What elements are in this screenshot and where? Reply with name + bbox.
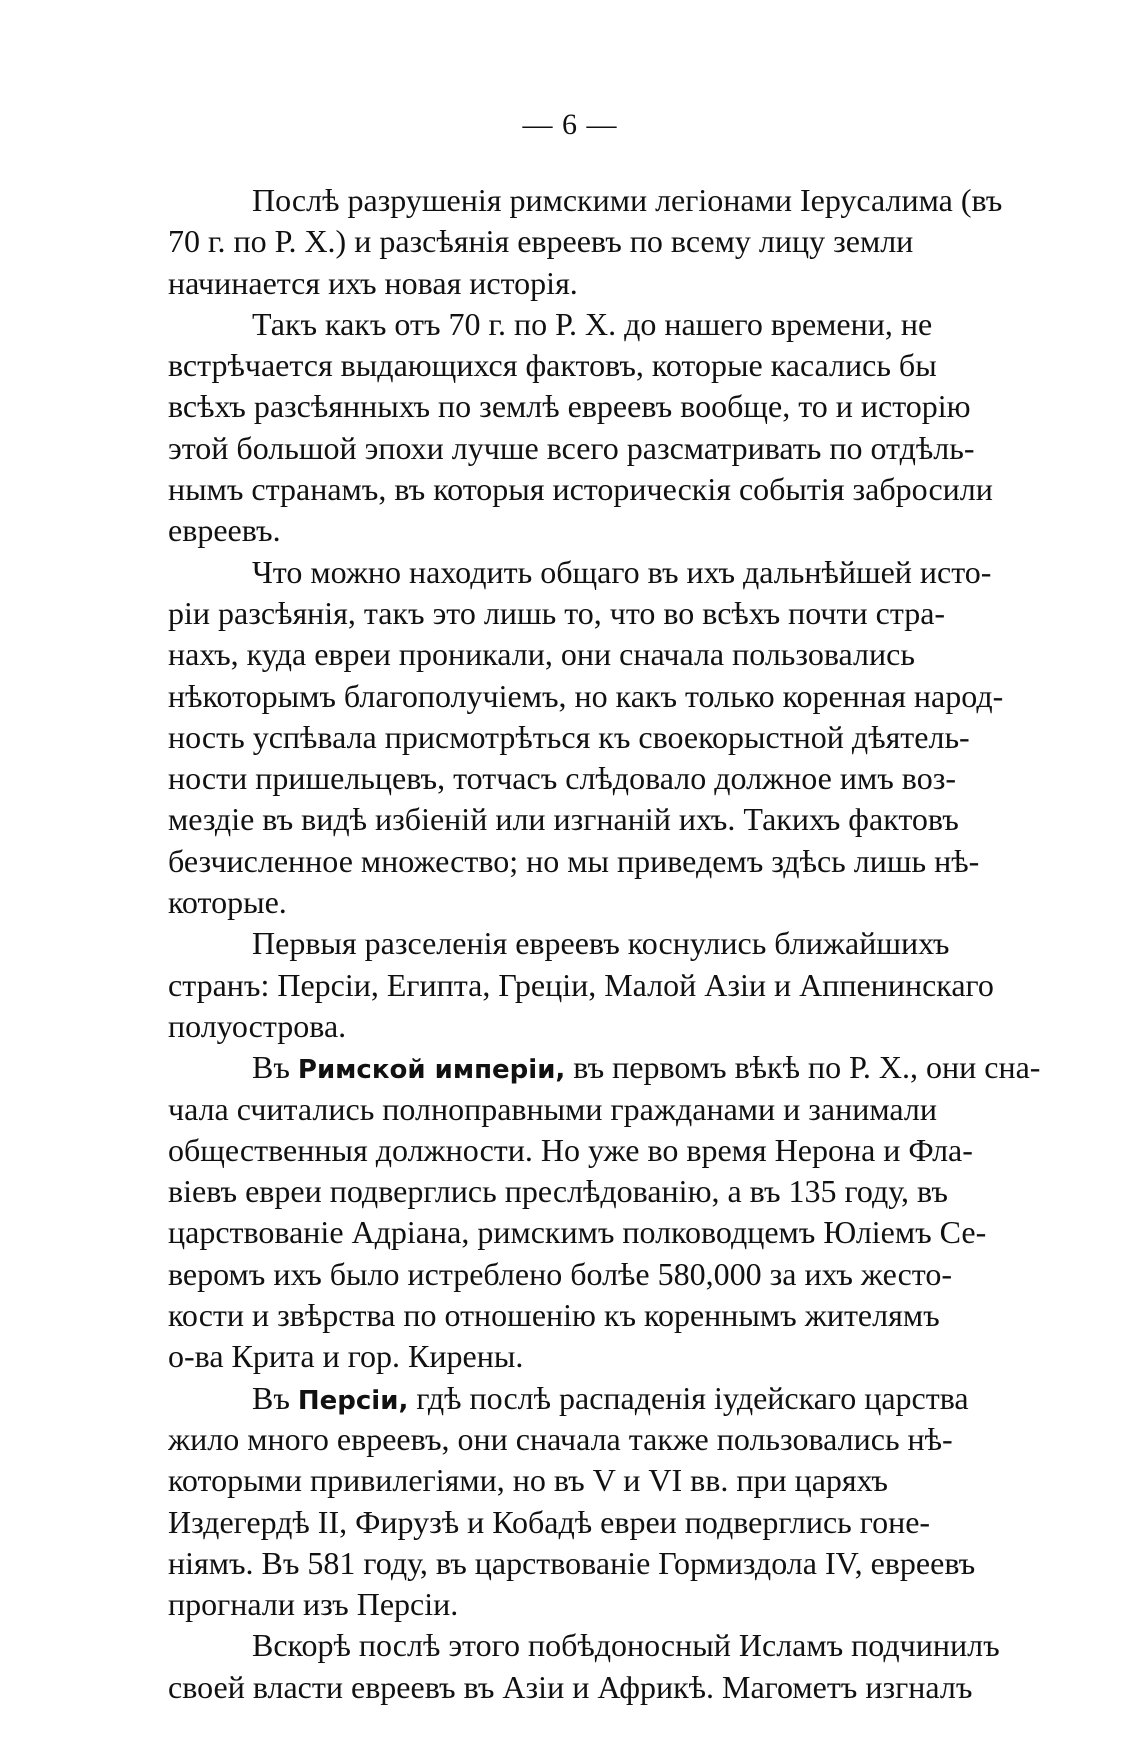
text-line: ріи разсѣянія, такъ это лишь то, что во всѣхъ почти стра- <box>168 594 946 631</box>
text-line: прогнали изъ Персіи. <box>168 1586 459 1623</box>
text-line: общественныя должности. Но уже во время Нерона и Фла- <box>168 1131 973 1168</box>
text-line: безчисленное множество; но мы приведемъ здѣсь лишь нѣ- <box>168 842 980 879</box>
paragraph-1 <box>168 180 1140 304</box>
paragraph-4 <box>168 923 1140 1047</box>
text-line: странъ: Персіи, Египта, Греціи, Малой Азіи и Аппенинскаго <box>168 966 994 1003</box>
section-keyword: Персіи, <box>297 1385 409 1416</box>
body-text <box>168 180 1140 1708</box>
text-line: которыми привилегіями, но въ V и VI вв. при царяхъ <box>168 1462 888 1499</box>
text-line: Вскорѣ послѣ этого побѣдоносный Исламъ подчинилъ <box>252 1627 1000 1664</box>
text-line: всѣхъ разсѣянныхъ по землѣ евреевъ вообще, то и исторію <box>168 388 971 425</box>
text-line: жило много евреевъ, они сначала также пользовались нѣ- <box>168 1420 953 1457</box>
text-line: начинается ихъ новая исторія. <box>168 264 578 301</box>
text-run: гдѣ послѣ распаденія іудейскаго царства <box>408 1379 969 1416</box>
text-line: ніямъ. Въ 581 году, въ царствованіе Гормиздола IV, евреевъ <box>168 1544 976 1581</box>
text-line: нымъ странамъ, въ которыя историческія событія забросили <box>168 471 993 508</box>
text-line: Послѣ разрушенія римскими легіонами Іерусалима (въ <box>252 182 1003 218</box>
text-line: евреевъ. <box>168 512 281 549</box>
text-line: Такъ какъ отъ 70 г. по Р. Х. до нашего времени, не <box>252 305 933 342</box>
text-line: 70 г. по Р. Х.) и разсѣянія евреевъ по всему лицу земли <box>168 223 914 260</box>
text-line: нѣкоторымъ благополучіемъ, но какъ только коренная народ- <box>168 677 1004 714</box>
text-line: віевъ евреи подверглись преслѣдованію, а въ 135 году, въ <box>168 1173 948 1210</box>
paragraph-3 <box>168 552 1140 924</box>
paragraph-6 <box>168 1378 1140 1626</box>
text-line: ности пришельцевъ, тотчасъ слѣдовало должное имъ воз- <box>168 760 956 797</box>
text-line: нахъ, куда евреи проникали, они сначала пользовались <box>168 636 915 673</box>
text-line: мездіе въ видѣ избіеній или изгнаній ихъ. Такихъ фактовъ <box>168 801 959 838</box>
paragraph-5 <box>168 1047 1140 1377</box>
text-line: своей власти евреевъ въ Азіи и Африкѣ. Магометъ изгналъ <box>168 1668 973 1705</box>
text-line: Издегердѣ II, Фирузѣ и Кобадѣ евреи подверглись гоне- <box>168 1503 931 1540</box>
text-line: встрѣчается выдающихся фактовъ, которые касались бы <box>168 347 937 384</box>
text-run: Въ <box>252 1379 298 1416</box>
text-line: Что можно находить общаго въ ихъ дальнѣйшей исто- <box>252 553 992 590</box>
text-line: Первыя разселенія евреевъ коснулись ближайшихъ <box>252 925 950 962</box>
text-line: царствованіе Адріана, римскимъ полководцемъ Юліемъ Се- <box>168 1214 987 1251</box>
text-run: Въ <box>252 1049 298 1086</box>
text-line: ность успѣвала присмотрѣться къ своекорыстной дѣятель- <box>168 718 970 755</box>
text-line: полуострова. <box>168 1007 347 1044</box>
text-line <box>168 1047 1140 1088</box>
text-line: кости и звѣрства по отношенію къ кореннымъ жителямъ <box>168 1297 940 1334</box>
text-line: этой большой эпохи лучше всего разсматривать по отдѣль- <box>168 429 975 466</box>
text-line: о-ва Крита и гор. Кирены. <box>168 1338 524 1375</box>
paragraph-7 <box>168 1625 1140 1708</box>
section-keyword: Римской имперіи, <box>297 1055 566 1086</box>
paragraph-2 <box>168 304 1140 552</box>
text-line: веромъ ихъ было истреблено болѣе 580,000 за ихъ жесто- <box>168 1255 953 1292</box>
text-line: чала считались полноправными гражданами и занимали <box>168 1090 937 1127</box>
page-number: — 6 — <box>522 108 618 141</box>
text-run: въ первомъ вѣкѣ по Р. Х., они сна- <box>565 1049 1041 1086</box>
text-line <box>168 1378 1140 1419</box>
text-line: которые. <box>168 884 287 921</box>
